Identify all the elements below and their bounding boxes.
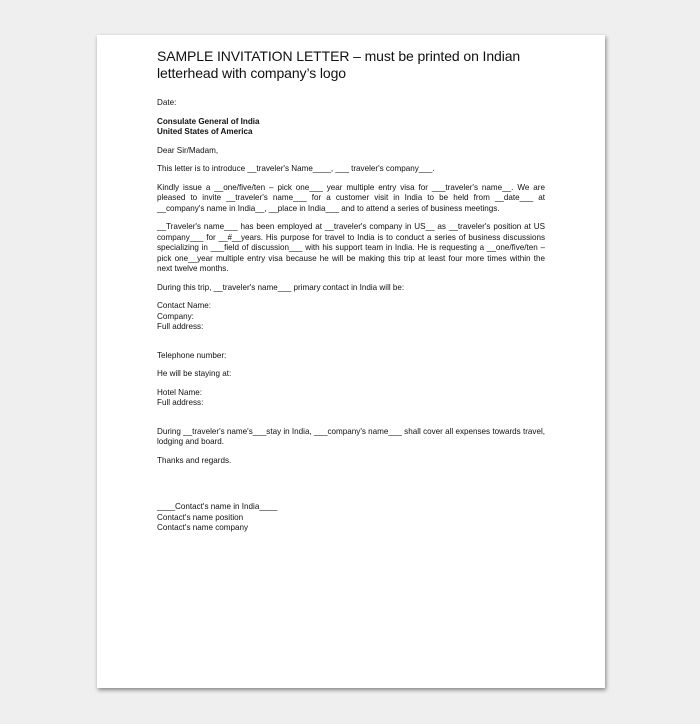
staying-label: He will be staying at: xyxy=(157,369,232,378)
salutation: Dear Sir/Madam, xyxy=(157,145,219,155)
paragraph-visa: Kindly issue a __one/five/ten – pick one___ year multiple entry visa for ___traveler's name__. We are pleased to invite __traveler's name___ for a customer visit in India to be held from __date___ at __company's name in India__, __place in India___ and to attend a series of business meetings. xyxy=(157,182,545,213)
signature-position: Contact's name position xyxy=(157,512,244,522)
page-title: SAMPLE INVITATION LETTER – must be printed on Indian letterhead with company’s logo xyxy=(157,48,521,81)
date-label: Date: xyxy=(157,98,177,107)
paragraph-expenses: During __traveler's name's___stay in India, ___company's name___ shall cover all expenses towards travel, lodging and board. xyxy=(157,426,545,446)
hotel-address-label: Full address: xyxy=(157,398,204,407)
telephone-label: Telephone number: xyxy=(157,350,227,360)
recipient-line-1: Consulate General of India xyxy=(157,116,260,126)
signature-company: Contact's name company xyxy=(157,523,249,532)
closing: Thanks and regards. xyxy=(157,455,232,465)
signature-name: ____Contact's name in India____ xyxy=(157,502,278,511)
letter-page xyxy=(97,35,605,688)
hotel-name-label: Hotel Name: xyxy=(157,387,202,397)
recipient-line-2: United States of America xyxy=(157,127,253,136)
paragraph-contact-intro: During this trip, __traveler's name___ primary contact in India will be: xyxy=(157,282,405,292)
full-address-label: Full address: xyxy=(157,322,204,331)
company-label: Company: xyxy=(157,311,194,321)
paragraph-employment: __Traveler's name___ has been employed at __traveler's company in US__ as __traveler's position at US company___ for __#__years. His purpose for travel to India is to conduct a series of business discussions specializing in ___field of discussion___ with his support team in India. He is requesting a __one/five/ten – pick one__year multiple entry visa because he will be making this trip at least four more times within the next twelve months. xyxy=(157,222,545,273)
contact-name-label: Contact Name: xyxy=(157,301,211,310)
paragraph-intro: This letter is to introduce __traveler's Name____, ___ traveler's company___. xyxy=(157,164,435,173)
letter-content xyxy=(157,48,545,534)
